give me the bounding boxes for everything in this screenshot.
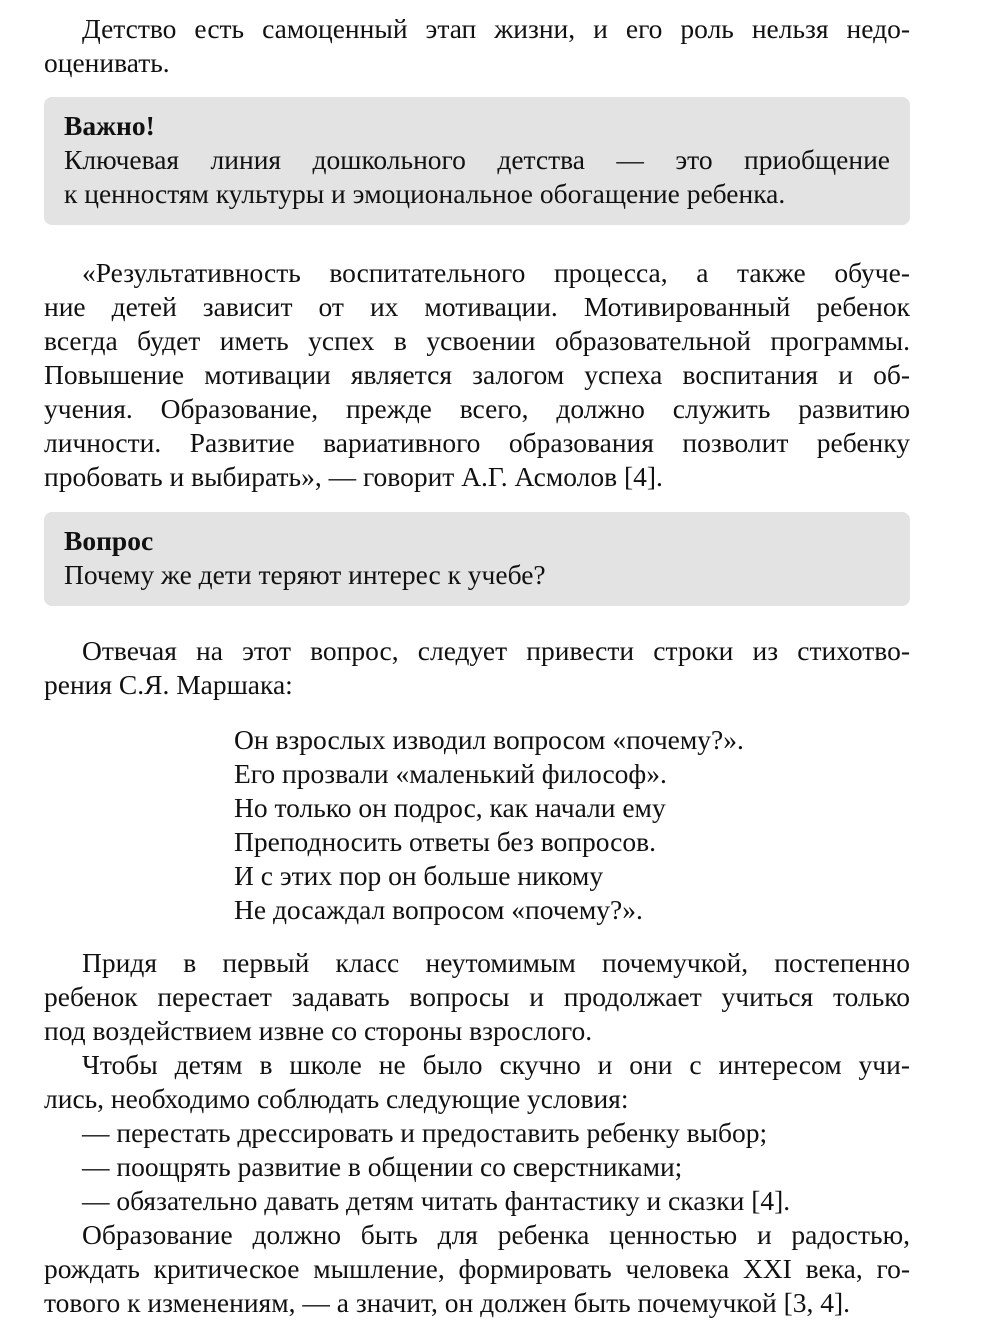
text-line: учения. Образование, прежде всего, должно служить развитию bbox=[44, 393, 910, 424]
callout-title: Важно! bbox=[64, 110, 155, 141]
conditions-list bbox=[44, 1116, 910, 1218]
conclusion-paragraph bbox=[44, 1218, 910, 1320]
text-line: под воздействием извне со стороны взрослого. bbox=[44, 1015, 593, 1046]
poem-line: Но только он подрос, как начали ему bbox=[234, 792, 666, 823]
intro-paragraph bbox=[44, 12, 910, 80]
text-line: рения С.Я. Маршака: bbox=[44, 669, 293, 700]
conditions-paragraph bbox=[44, 1048, 910, 1116]
text-line: тового к изменениям, — а значит, он должен быть почемучкой [3, 4]. bbox=[44, 1287, 851, 1318]
text-line: Придя в первый класс неутомимым почемучкой, постепенно bbox=[82, 947, 910, 978]
list-item: — перестать дрессировать и предоставить ребенку выбор; bbox=[82, 1117, 768, 1148]
important-callout bbox=[44, 97, 910, 225]
text-line: к ценностям культуры и эмоциональное обогащение ребенка. bbox=[64, 178, 786, 209]
text-line: ние детей зависит от их мотивации. Мотивированный ребенок bbox=[44, 291, 910, 322]
answer-paragraph bbox=[44, 634, 910, 702]
text-line: лись, необходимо соблюдать следующие условия: bbox=[44, 1083, 629, 1114]
question-callout bbox=[44, 512, 910, 606]
text-line: ребенок перестает задавать вопросы и продолжает учиться только bbox=[44, 981, 910, 1012]
poem-line: Его прозвали «маленький философ». bbox=[234, 758, 667, 789]
text-line: личности. Развитие вариативного образования позволит ребенку bbox=[44, 427, 910, 458]
text-line: оценивать. bbox=[44, 47, 170, 78]
school-paragraph bbox=[44, 946, 910, 1048]
text-line: Отвечая на этот вопрос, следует привести строки из стихотво- bbox=[82, 635, 910, 666]
poem-line: Он взрослых изводил вопросом «почему?». bbox=[234, 724, 744, 755]
text-line: Ключевая линия дошкольного детства — это приобщение bbox=[64, 144, 890, 175]
text-line: Почему же дети теряют интерес к учебе? bbox=[64, 559, 546, 590]
text-line: Чтобы детям в школе не было скучно и они с интересом учи- bbox=[82, 1049, 910, 1080]
text-line: всегда будет иметь успех в усвоении образовательной программы. bbox=[44, 325, 910, 356]
text-line: пробовать и выбирать», — говорит А.Г. Асмолов [4]. bbox=[44, 461, 663, 492]
text-line: Детство есть самоценный этап жизни, и его роль нельзя недо- bbox=[82, 13, 910, 44]
list-item: — поощрять развитие в общении со сверстниками; bbox=[82, 1151, 683, 1182]
text-line: рождать критическое мышление, формировать человека XXI века, го- bbox=[44, 1253, 910, 1284]
poem-line: Не досаждал вопросом «почему?». bbox=[234, 894, 643, 925]
text-line: Повышение мотивации является залогом успеха воспитания и об- bbox=[44, 359, 910, 390]
text-line: «Результативность воспитательного процесса, а также обуче- bbox=[82, 257, 910, 288]
poem-line: И с этих пор он больше никому bbox=[234, 860, 604, 891]
list-item: — обязательно давать детям читать фантастику и сказки [4]. bbox=[82, 1185, 791, 1216]
marshak-poem bbox=[44, 723, 910, 927]
text-line: Образование должно быть для ребенка ценностью и радостью, bbox=[82, 1219, 910, 1250]
asmolov-quote-paragraph bbox=[44, 256, 910, 494]
poem-line: Преподносить ответы без вопросов. bbox=[234, 826, 656, 857]
callout-title: Вопрос bbox=[64, 525, 154, 556]
